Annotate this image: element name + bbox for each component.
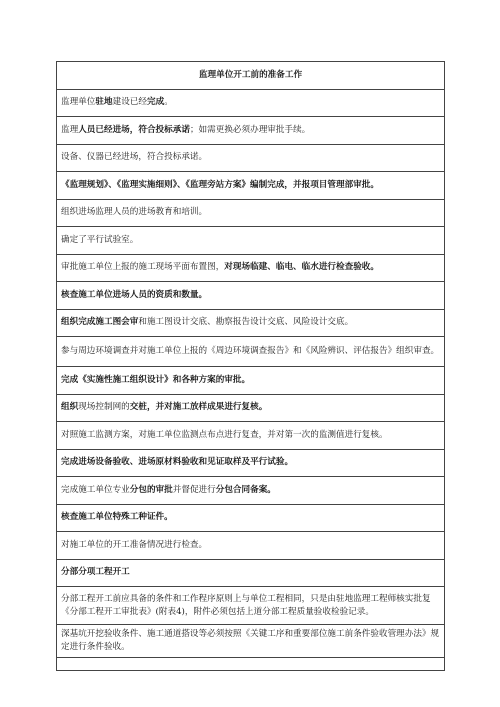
table-row	[57, 394, 445, 422]
table-cell	[57, 117, 445, 145]
table-row	[57, 367, 445, 395]
table-row	[57, 532, 445, 560]
bold-text: 完成	[146, 97, 165, 108]
table-cell	[57, 422, 445, 450]
table-title: 监理单位开工前的准备工作	[57, 62, 445, 90]
body-text: 分部工程开工前应具备的条件和工作程序原则上与单位工程相同，只是由驻地监理工程师核实批复《分部工程开工审批表》(附表4)，附件必须包括上道分部工程质量验收检验记录。	[61, 593, 431, 617]
body-text: 并督促进行	[172, 484, 216, 495]
bold-text: 分包的审批	[129, 484, 173, 495]
body-text: 监理	[61, 124, 79, 135]
body-text: 现场控制网的	[78, 402, 130, 413]
table-title-row	[57, 62, 445, 90]
table-cell	[57, 172, 445, 200]
table-cell	[57, 394, 445, 422]
bold-text: 人员已经进场，符合投标承诺	[78, 124, 190, 135]
bold-text: 完成进场设备验收、进场原材料验收和见证取样及平行试验。	[61, 457, 294, 468]
table-cell	[57, 559, 445, 587]
preparation-table	[56, 61, 445, 671]
table-row	[57, 309, 445, 337]
table-row	[57, 144, 445, 172]
table-cell	[57, 367, 445, 395]
bold-text: 驻地	[95, 97, 113, 108]
bold-text: 《监理规划》、《监理实施细则》、《监理旁站方案》编制完成，并报项目管理部审批。	[61, 179, 379, 190]
body-text: 完成施工单位专业	[61, 484, 130, 495]
bold-text: 分部分项工程开工	[61, 567, 130, 578]
table-row	[57, 559, 445, 587]
table-row	[57, 337, 445, 367]
table-cell	[57, 449, 445, 477]
table-row	[57, 172, 445, 200]
table-cell	[57, 227, 445, 255]
body-text: 建设已经	[112, 97, 147, 108]
table-row	[57, 587, 445, 625]
table-cell	[57, 587, 445, 625]
table-row	[57, 282, 445, 310]
body-text: 深基坑开挖验收条件、施工通道搭设等必须按照《关键工序和重要部位施工前条件验收管理办法》规定进行条件验收。	[61, 629, 440, 652]
table-cell	[57, 532, 445, 560]
bold-text: 核查施工单位进场人员的资质和数量。	[61, 289, 208, 300]
table-row	[57, 625, 445, 658]
body-text: 对照施工监测方案，对施工单位监测点布点进行复查，并对第一次的监测值进行复核。	[61, 429, 388, 440]
bold-text: 核查施工单位特殊工种证件。	[61, 512, 173, 523]
bold-text: 交桩，并对施工放样成果进行复核。	[129, 402, 268, 413]
table-row	[57, 449, 445, 477]
table-cell	[57, 337, 445, 367]
table-cell	[57, 625, 445, 658]
body-text: 参与周边环境调查并对施工单位上报的《周边环境调查报告》和《风险辨识、评估报告》组织审查。	[61, 346, 440, 356]
table-cell-empty	[57, 658, 445, 671]
body-text: 对施工单位的开工准备情况进行检查。	[61, 539, 208, 550]
body-text: 监理单位	[61, 97, 96, 108]
body-text: 和施工图设计交底、勘察报告设计交底、风险设计交底。	[138, 317, 354, 328]
table-cell	[57, 199, 445, 227]
body-text: 。	[164, 97, 173, 108]
preparation-table-container	[56, 61, 445, 671]
bold-text: 完成《实施性施工组织设计》和各种方案的审批。	[61, 374, 251, 385]
table-cell	[57, 254, 445, 282]
table-cell	[57, 282, 445, 310]
bold-text: 对现场临建、临电、临水进行检查验收。	[224, 262, 379, 273]
table-row-empty	[57, 658, 445, 671]
table-row	[57, 227, 445, 255]
table-cell	[57, 477, 445, 505]
table-row	[57, 504, 445, 532]
body-text: 审批施工单位上报的施工现场平面布置图，	[61, 262, 225, 273]
body-text: 设备、仪器已经进场，符合投标承诺。	[61, 152, 208, 163]
body-text: 确定了平行试验室。	[61, 234, 139, 245]
table-cell	[57, 89, 445, 117]
table-cell	[57, 504, 445, 532]
table-row	[57, 477, 445, 505]
bold-text: 组织	[61, 402, 79, 413]
bold-text: 组织完成施工图会审	[61, 317, 139, 328]
body-text: 组织进场监理人员的进场教育和培训。	[61, 207, 208, 218]
table-row	[57, 422, 445, 450]
table-row	[57, 117, 445, 145]
table-row	[57, 254, 445, 282]
table-cell	[57, 309, 445, 337]
table-row	[57, 89, 445, 117]
table-cell	[57, 144, 445, 172]
bold-text: 分包合同备案。	[215, 484, 276, 495]
body-text: ；如需更换必须办理审批手续。	[189, 124, 311, 135]
table-row	[57, 199, 445, 227]
